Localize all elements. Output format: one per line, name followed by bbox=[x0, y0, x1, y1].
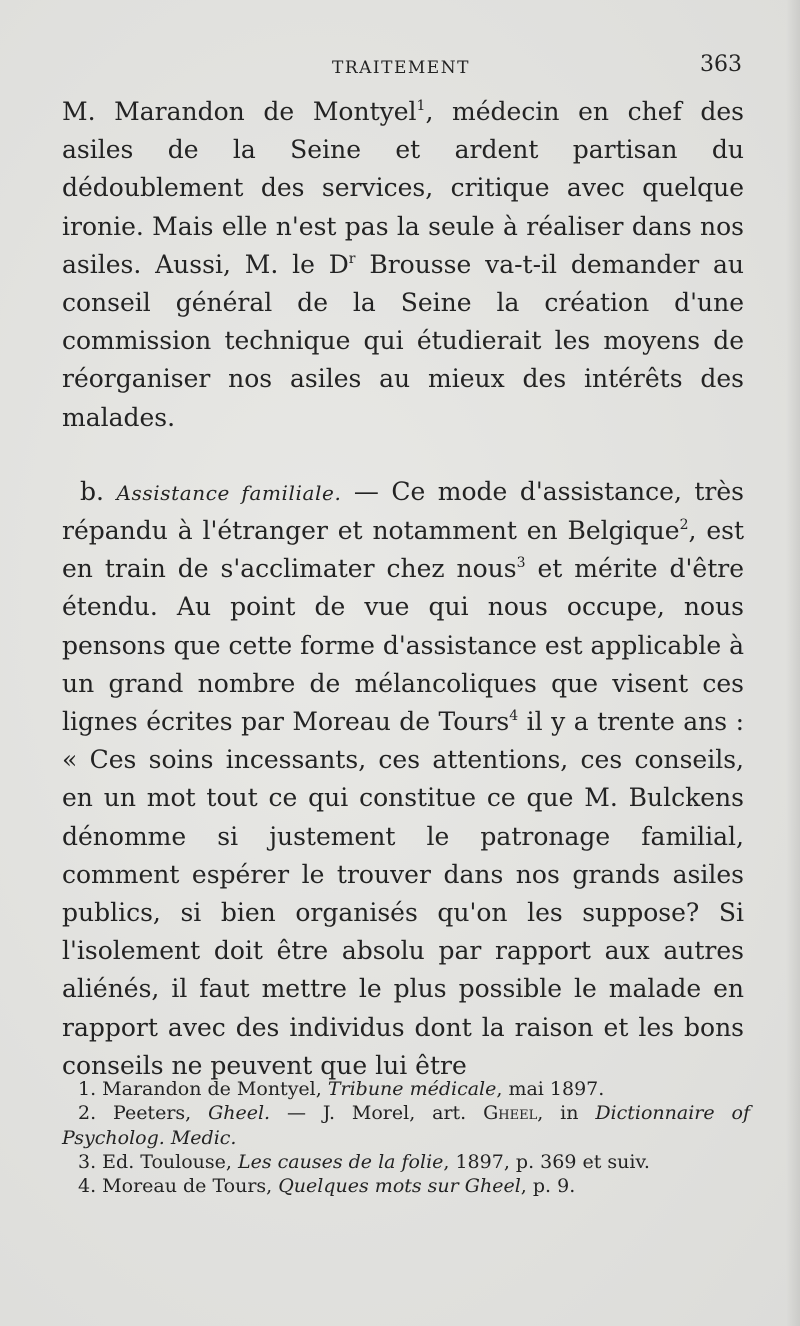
footnote-ref-2: 2 bbox=[679, 517, 689, 534]
footnote-4-work: Quelques mots sur Gheel bbox=[278, 1175, 521, 1198]
footnote-3-work: Les causes de la folie bbox=[237, 1150, 444, 1173]
footnotes bbox=[62, 1077, 750, 1198]
footnote-ref-3: 3 bbox=[516, 555, 526, 572]
page-number: 363 bbox=[700, 52, 742, 77]
doctor-abbrev-superscript: r bbox=[348, 250, 356, 267]
footnote-ref-4: 4 bbox=[509, 708, 519, 725]
footnote-3-author: Ed. Toulouse, bbox=[102, 1150, 238, 1173]
paragraph-2-text-d: il y a trente ans : « Ces soins incessants, ces attentions, ces conseils, en un mot tout ce qui constitue ce que M. Bulckens dénomme si justement le patronage familial, comment espérer le trouver dans nos grands asiles publics, si bien organisés qu'on les suppose? Si l'isolement doit être absolu par rapport aux autres aliénés, il faut mettre le plus possible le malade en rapport avec des individus dont la raison et les bons conseils ne peuvent que lui être bbox=[62, 707, 745, 1080]
page-header bbox=[62, 52, 744, 82]
paragraph-1 bbox=[62, 93, 744, 437]
footnote-2-author: Peeters, bbox=[113, 1102, 209, 1125]
footnote-3-number: 3. bbox=[78, 1150, 103, 1173]
footnote-2-number: 2. bbox=[78, 1102, 114, 1125]
footnote-2 bbox=[62, 1101, 750, 1150]
footnote-4-rest: , p. 9. bbox=[520, 1175, 576, 1198]
page-edge-shadow bbox=[786, 0, 800, 1326]
footnote-4-author: Moreau de Tours, bbox=[102, 1175, 279, 1198]
section-letter: b. bbox=[80, 476, 117, 506]
paragraph-1-text-c: Brousse va-t-il demander au conseil général de la Seine la création d'une commission technique qui étudierait les moyens de réorganiser nos asiles au mieux des intérêts des malades. bbox=[62, 249, 744, 432]
paragraph-2-text-c: et mérite d'être étendu. Au point de vue qui nous occupe, nous pensons que cette forme d'assistance est applicable à un grand nombre de mélancoliques que visent ces lignes écrites par Moreau de Tours bbox=[62, 554, 744, 737]
footnote-2-work: Gheel. bbox=[208, 1102, 271, 1125]
paragraph-2 bbox=[62, 473, 744, 1085]
body-text bbox=[62, 93, 744, 1085]
paragraph-1-text-b: , médecin en chef des asiles de la Seine et ardent partisan du dédoublement des services, critique avec quelque ironie. Mais elle n'est pas la seule à réaliser dans nos asiles. Aussi, M. le D bbox=[62, 97, 744, 279]
paragraph-1-text-a: M. Marandon de Montyel bbox=[62, 97, 417, 126]
footnote-1-work: Tribune médicale bbox=[327, 1078, 497, 1100]
footnote-4-number: 4. bbox=[78, 1175, 103, 1198]
footnote-1-number: 1. bbox=[78, 1078, 103, 1100]
section-title: Assistance familiale. bbox=[116, 480, 342, 505]
footnote-2-in: , in bbox=[537, 1102, 596, 1125]
paragraph-2-text-a: — Ce mode d'assistance, très répandu à l'étranger et notamment en Belgique bbox=[62, 476, 744, 546]
footnote-ref-1: 1 bbox=[416, 98, 426, 114]
footnote-1-rest: , mai 1897. bbox=[496, 1078, 605, 1100]
footnote-2-article: Gheel bbox=[483, 1102, 538, 1125]
footnote-3 bbox=[62, 1150, 750, 1174]
footnote-2-dictionary: Dictionnaire of Psycholog. Medic. bbox=[62, 1102, 750, 1149]
footnote-1 bbox=[62, 1077, 750, 1101]
running-head: TRAITEMENT bbox=[332, 58, 470, 78]
footnote-2-text: — J. Morel, art. bbox=[270, 1102, 484, 1125]
footnote-1-author: Marandon de Montyel, bbox=[102, 1078, 328, 1100]
footnote-4 bbox=[62, 1174, 750, 1198]
footnote-3-rest: , 1897, p. 369 et suiv. bbox=[443, 1150, 650, 1173]
paragraph-2-text-b: , est en train de s'acclimater chez nous bbox=[62, 516, 744, 584]
